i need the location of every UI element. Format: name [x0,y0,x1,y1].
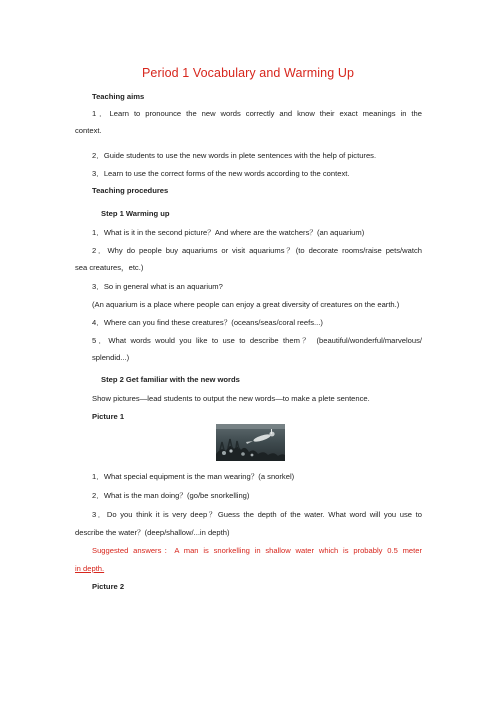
step-1-heading: Step 1 Warming up [101,209,170,218]
picture-1-question-3-line-2: describe the water？(deep/shallow/...in depth) [75,528,230,537]
picture-1-label: Picture 1 [92,412,125,421]
show-pictures-instruction: Show pictures—lead students to output the new words—to make a plete sentence. [92,394,370,403]
step-2-heading: Step 2 Get familiar with the new words [101,375,240,384]
aim-2: 2．Guide students to use the new words in plete sentences with the help of pictures. [92,151,377,160]
aim-1-line-2: context. [75,126,102,135]
page-title: Period 1 Vocabulary and Warming Up [141,66,355,80]
question-2-line-1: 2．Why do people buy aquariums or visit aquariums？(to decorate rooms/raise pets/watch [92,246,422,255]
question-3: 3．So in general what is an aquarium? [92,282,223,291]
question-2-line-2: sea creatures，etc.) [75,263,144,272]
question-5-line-2: splendid...) [92,353,130,362]
aim-1-line-1: 1．Learn to pronounce the new words correctly and know their exact meanings in the [92,109,422,118]
picture-1-question-3-line-1: 3．Do you think it is very deep？Guess the depth of the water. What word will you use to [92,510,422,519]
question-4: 4．Where can you find these creatures？(oceans/seas/coral reefs...) [92,318,323,327]
aim-3: 3．Learn to use the correct forms of the new words according to the context. [92,169,350,178]
picture-1-question-1: 1．What special equipment is the man wearing？(a snorkel) [92,472,295,481]
question-5-line-1: 5．What words would you like to use to describe them？ (beautiful/wonderful/marvelous/ [92,336,422,345]
question-1: 1．What is it in the second picture？And where are the watchers？(an aquarium) [92,228,365,237]
suggested-answer-line-1: Suggested answers：A man is snorkelling in shallow water which is probably 0.5 meter [92,546,422,555]
question-3-answer: (An aquarium is a place where people can enjoy a great diversity of creatures on the earth.) [92,300,400,309]
aims-heading: Teaching aims [92,92,145,101]
procedures-heading: Teaching procedures [92,186,169,195]
picture-1-question-2: 2．What is the man doing？(go/be snorkelling) [92,491,250,500]
suggested-answer-line-2: in depth. [75,564,105,573]
snorkeller-photo [216,424,285,461]
picture-2-label: Picture 2 [92,582,125,591]
